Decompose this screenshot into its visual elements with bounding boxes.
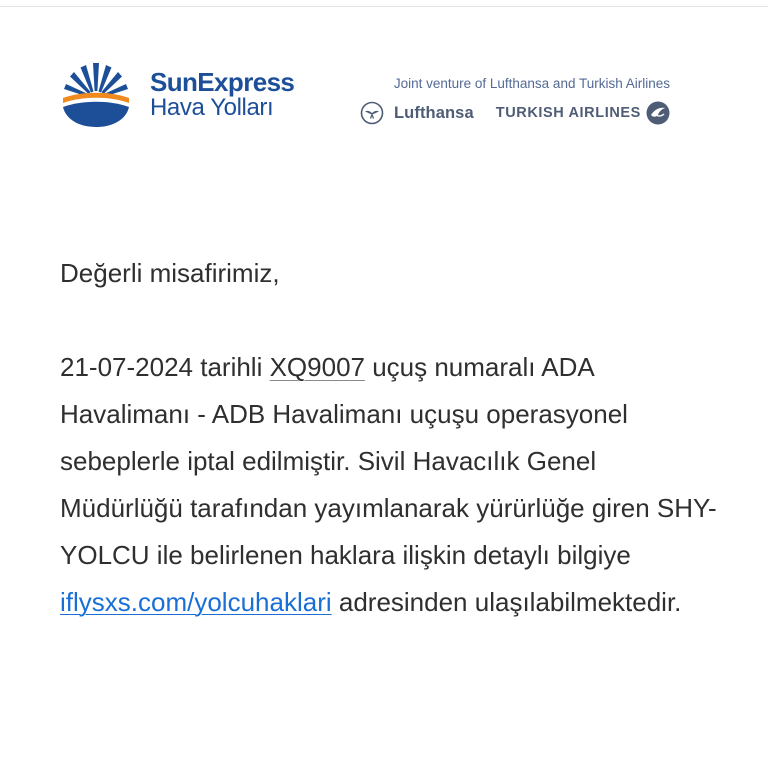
lufthansa-name: Lufthansa xyxy=(394,103,474,122)
body-text-segment: tarihli xyxy=(193,352,270,382)
lufthansa-crane-icon xyxy=(360,101,384,125)
email-message xyxy=(60,250,720,626)
message-body xyxy=(60,344,720,626)
joint-venture-text: Joint venture of Lufthansa and Turkish Airlines xyxy=(393,76,670,91)
flight-number-link[interactable]: XQ9007 xyxy=(269,352,365,382)
top-divider xyxy=(0,6,768,7)
greeting: Değerli misafirimiz, xyxy=(60,258,280,288)
body-text-segment: uçuş numaralı ADA Havalimanı - ADB Havalimanı uçuşu operasyonel sebeplerle iptal edilmiştir. Sivil Havacılık Genel Müdürlüğü tarafından yayımlanarak yürürlüğe giren SHY-YOLCU ile belirlenen haklara ilişkin detaylı bilgiye xyxy=(60,352,717,570)
brand-name: SunExpress xyxy=(150,66,295,97)
turkish-airlines-name: TURKISH AIRLINES xyxy=(495,105,641,121)
body-text-segment: adresinden ulaşılabilmektedir. xyxy=(331,587,682,617)
passenger-rights-link[interactable]: iflysxs.com/yolcuhaklari xyxy=(60,587,332,617)
sunexpress-sun-logo-icon xyxy=(60,58,132,130)
brand-subtitle: Hava Yolları xyxy=(150,93,274,121)
flight-date: 21-07-2024 xyxy=(60,352,193,382)
turkish-airlines-bird-icon xyxy=(645,100,671,126)
sunexpress-brand xyxy=(60,58,294,130)
partner-airlines xyxy=(360,76,690,127)
partner-logos xyxy=(360,99,690,127)
